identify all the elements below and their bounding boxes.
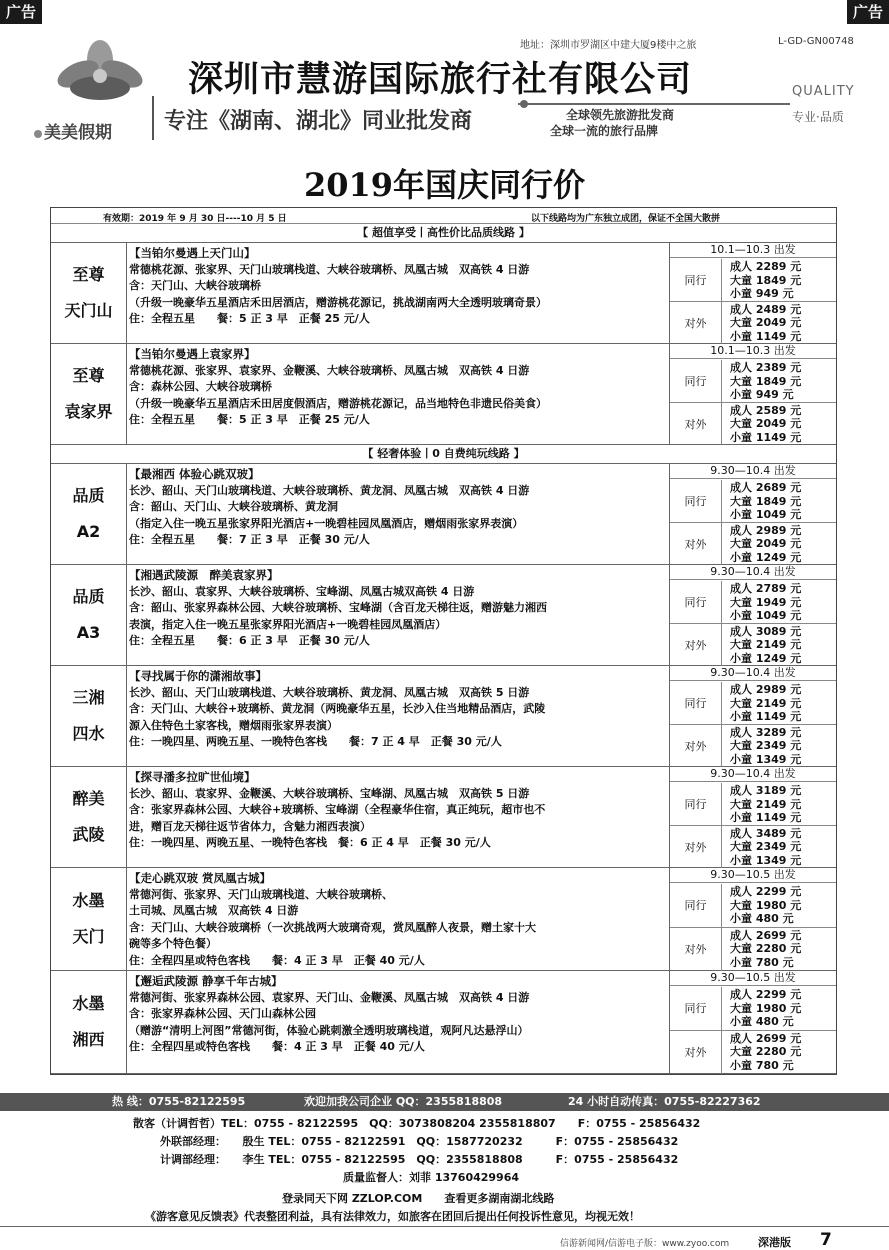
peer-price-label: 同行 xyxy=(670,884,722,927)
tour-detail-line: 住：全程四星或特色客栈 餐：4 正 3 早 正餐 40 元/人 xyxy=(129,1040,425,1053)
peer-price-label: 同行 xyxy=(670,360,722,402)
tour-headline: 【邂逅武陵源 静享千年古城】 xyxy=(129,974,283,988)
tour-detail-line: 含：韶山、张家界森林公园、大峡谷玻璃桥、宝峰湖（含百龙天梯往返，赠游魅力湘西 xyxy=(129,601,547,614)
edition-label: 深港版 xyxy=(758,1236,791,1249)
tour-name xyxy=(51,666,127,766)
tour-name-line1: 品质 xyxy=(72,486,105,505)
retail-price-line: 成人 3089 元 xyxy=(730,624,802,638)
tour-description xyxy=(129,567,667,650)
peer-price-line: 大童 2149 元 xyxy=(730,696,802,710)
quality-label: QUALITY xyxy=(792,84,855,99)
tour-headline: 【当铂尔曼遇上天门山】 xyxy=(129,246,256,260)
publisher-info: 信游新闻网/信游电子版：www.zyoo.com xyxy=(560,1239,730,1249)
peer-price-line: 成人 2299 元 xyxy=(730,885,802,899)
ad-label-right: 广告 xyxy=(847,0,889,24)
tour-name-line2: 武陵 xyxy=(72,825,105,844)
peer-price-line: 大童 1980 元 xyxy=(730,1001,802,1015)
tour-detail-line: 长沙、韶山、袁家界、大峡谷玻璃桥、宝峰湖、凤凰古城双高铁 4 日游 xyxy=(129,584,475,598)
tour-detail-line: 含：天门山、大峡谷玻璃桥（一次挑战两大玻璃奇观，赏凤凰醉人夜景，赠土家十大 xyxy=(129,920,536,934)
tour-name-line1: 水墨 xyxy=(72,994,105,1013)
tour-detail-line: 含：天门山、大峡谷玻璃桥 xyxy=(129,279,261,292)
tour-name-line2: A3 xyxy=(76,623,101,642)
flower-logo-icon xyxy=(40,38,160,110)
tour-detail-line: 长沙、韶山、天门山玻璃栈道、大峡谷玻璃桥、黄龙洞、凤凰古城 双高铁 4 日游 xyxy=(129,483,530,497)
peer-price-label: 同行 xyxy=(670,783,722,825)
tour-detail-line: 土司城、凤凰古城 双高铁 4 日游 xyxy=(129,904,299,917)
tour-detail-line: 常德桃花源、张家界、天门山玻璃栈道、大峡谷玻璃桥、凤凰古城 双高铁 4 日游 xyxy=(129,262,530,276)
tour-price-box xyxy=(669,971,836,1073)
tour-name-line1: 品质 xyxy=(72,587,105,606)
peer-price-line: 大童 1980 元 xyxy=(730,898,802,912)
tour-detail-line: 住：全程五星 餐：5 正 3 早 正餐 25 元/人 xyxy=(129,413,370,426)
tour-price-box xyxy=(669,666,836,766)
peer-price-line: 大童 1849 元 xyxy=(730,273,802,287)
peer-price-group xyxy=(670,682,836,725)
peer-price-line: 大童 2149 元 xyxy=(730,797,802,811)
tour-detail-line: 含：张家界森林公园、大峡谷+玻璃桥、宝峰湖（全程豪华住宿，真正纯玩，超市也不 xyxy=(129,803,546,816)
peer-price-line: 大童 1849 元 xyxy=(730,374,802,388)
retail-price-group xyxy=(670,624,836,667)
tour-name xyxy=(51,344,127,444)
validity-period: 有效期：2019 年 9 月 30 日----10 月 5 日 xyxy=(103,214,287,224)
tour-row xyxy=(51,464,836,565)
company-name: 深圳市慧游国际旅行社有限公司 xyxy=(188,60,693,100)
tour-name-line2: 袁家界 xyxy=(64,402,113,421)
retail-price-line: 成人 2589 元 xyxy=(730,403,802,417)
tour-detail-line: 住：全程五星 餐：5 正 3 早 正餐 25 元/人 xyxy=(129,312,370,325)
retail-price-group xyxy=(670,928,836,972)
retail-price-line: 大童 2280 元 xyxy=(730,1045,802,1059)
fax-line: 24 小时自动传真：0755-82227362 xyxy=(568,1095,761,1108)
retail-price-line: 成人 3489 元 xyxy=(730,826,802,840)
brand-name: 美美假期 xyxy=(34,118,112,143)
retail-price-values xyxy=(730,303,801,344)
tour-name-line1: 至尊 xyxy=(72,265,105,284)
tour-headline: 【寻找属于你的潇湘故事】 xyxy=(129,669,267,683)
qq-group: 欢迎加我公司企业 QQ：2355818808 xyxy=(304,1095,503,1108)
tour-name xyxy=(51,868,127,970)
quality-subtitle: 专业·品质 xyxy=(792,110,844,124)
retail-price-label: 对外 xyxy=(670,302,722,345)
retail-price-line: 大童 2280 元 xyxy=(730,942,802,956)
retail-price-group xyxy=(670,302,836,345)
retail-price-label: 对外 xyxy=(670,523,722,566)
departure-date: 9.30—10.5 出发 xyxy=(670,868,836,883)
hotline-bar xyxy=(0,1093,889,1111)
tour-detail-line: 含：森林公园、大峡谷玻璃桥 xyxy=(129,380,272,393)
tour-detail-line: 常德河街、张家界森林公园、袁家界、天门山、金鞭溪、凤凰古城 双高铁 4 日游 xyxy=(129,990,530,1004)
retail-price-line: 小童 1349 元 xyxy=(730,853,802,867)
slogan-right-2: 全球一流的旅行品牌 xyxy=(550,124,659,138)
retail-price-line: 小童 780 元 xyxy=(730,1058,794,1072)
retail-price-values xyxy=(730,827,801,868)
peer-price-line: 成人 2989 元 xyxy=(730,683,802,696)
tour-detail-line: 源入住特色土家客栈，赠烟雨张家界表演） xyxy=(129,718,338,732)
tour-detail-line: 常德河街、张家界、天门山玻璃栈道、大峡谷玻璃桥、 xyxy=(129,887,393,901)
tour-name-line1: 三湘 xyxy=(72,688,105,707)
tour-detail-line: 含：韶山、天门山、大峡谷玻璃桥、黄龙洞 xyxy=(129,500,338,513)
peer-price-line: 成人 2389 元 xyxy=(730,361,802,374)
group-note: 以下线路均为广东独立成团，保证不全国大散拼 xyxy=(531,214,721,224)
tour-detail-line: 常德桃花源、张家界、袁家界、金鞭溪、大峡谷玻璃桥、凤凰古城 双高铁 4 日游 xyxy=(129,363,530,377)
retail-price-values xyxy=(730,1032,801,1073)
retail-price-line: 成人 2699 元 xyxy=(730,928,802,942)
retail-price-line: 小童 1249 元 xyxy=(730,550,802,564)
company-address: 地址：深圳市罗湖区中建大厦9楼中之旅 xyxy=(520,40,697,51)
tour-price-box xyxy=(669,767,836,867)
peer-price-values xyxy=(730,582,801,623)
retail-price-line: 成人 3289 元 xyxy=(730,725,802,739)
tour-detail-line: 住：全程五星 餐：6 正 3 早 正餐 30 元/人 xyxy=(129,634,370,647)
tour-name-line1: 醉美 xyxy=(72,789,105,808)
quality-supervisor: 质量监督人：刘菲 13760429964 xyxy=(343,1171,520,1184)
departure-date: 9.30—10.4 出发 xyxy=(670,565,836,580)
contact-external: 外联部经理： 殷生 TEL：0755 - 82122591 QQ：1587720232 F：0755 - 25856432 xyxy=(160,1135,679,1148)
peer-price-group xyxy=(670,480,836,523)
tour-detail-line: 住：一晚四星、两晚五星、一晚特色客栈 餐：6 正 4 早 正餐 30 元/人 xyxy=(129,836,491,849)
peer-price-values xyxy=(730,260,801,301)
peer-price-line: 成人 2789 元 xyxy=(730,582,802,595)
tour-name-line2: 天门 xyxy=(72,927,105,946)
divider xyxy=(152,96,154,140)
tour-detail-line: 长沙、韶山、袁家界、金鞭溪、大峡谷玻璃桥、宝峰湖、凤凰古城 双高铁 5 日游 xyxy=(129,786,530,800)
departure-date: 9.30—10.4 出发 xyxy=(670,464,836,479)
peer-price-line: 小童 949 元 xyxy=(730,287,794,300)
tour-detail-line: （升级一晚豪华五星酒店禾田居酒店，赠游桃花源记，挑战湖南两大全透明玻璃奇景） xyxy=(129,295,547,309)
retail-price-line: 大童 2049 元 xyxy=(730,537,802,550)
tour-name-line1: 水墨 xyxy=(72,891,105,910)
tour-name xyxy=(51,767,127,867)
retail-price-values xyxy=(730,726,801,767)
tour-description xyxy=(129,870,667,969)
tour-price-box xyxy=(669,464,836,564)
departure-date: 9.30—10.5 出发 xyxy=(670,971,836,986)
contact-planning: 计调部经理： 李生 TEL：0755 - 82122595 QQ：2355818808 F：0755 - 25856432 xyxy=(160,1153,679,1166)
retail-price-values xyxy=(730,929,801,970)
peer-price-label: 同行 xyxy=(670,581,722,623)
retail-price-line: 成人 2989 元 xyxy=(730,523,802,537)
peer-price-group xyxy=(670,360,836,403)
peer-price-line: 大童 1949 元 xyxy=(730,595,802,609)
tour-description xyxy=(129,245,667,328)
tour-row xyxy=(51,565,836,666)
tour-name xyxy=(51,971,127,1073)
peer-price-values xyxy=(730,885,801,926)
peer-price-line: 大童 1849 元 xyxy=(730,494,802,508)
tour-headline: 【探寻潘多拉旷世仙境】 xyxy=(129,770,256,784)
retail-price-values xyxy=(730,524,801,565)
retail-price-group xyxy=(670,1031,836,1075)
tour-headline: 【走心跳双玻 赏凤凰古城】 xyxy=(129,871,272,885)
peer-price-line: 成人 2299 元 xyxy=(730,988,802,1002)
tour-detail-line: 含：张家界森林公园、天门山森林公园 xyxy=(129,1007,316,1020)
slogan-right-1: 全球领先旅游批发商 xyxy=(566,108,675,122)
retail-price-line: 小童 1149 元 xyxy=(730,329,802,343)
peer-price-line: 小童 480 元 xyxy=(730,1015,794,1029)
retail-price-line: 成人 2699 元 xyxy=(730,1031,802,1045)
tour-detail-line: 进，赠百龙天梯往返节省体力，含魅力湘西表演） xyxy=(129,819,371,833)
price-table xyxy=(50,207,837,1075)
retail-price-line: 小童 1349 元 xyxy=(730,752,802,766)
tour-detail-line: 碗等多个特色餐） xyxy=(129,937,217,950)
tour-detail-line: 住：全程五星 餐：7 正 3 早 正餐 30 元/人 xyxy=(129,533,370,546)
tour-detail-line: 长沙、韶山、天门山玻璃栈道、大峡谷玻璃桥、黄龙洞、凤凰古城 双高铁 5 日游 xyxy=(129,685,530,699)
peer-price-line: 成人 2689 元 xyxy=(730,481,802,494)
retail-price-values xyxy=(730,625,801,666)
contact-retail: 散客（计调哲哲）TEL：0755 - 82122595 QQ：3073808204 2355818807 F：0755 - 25856432 xyxy=(133,1117,701,1130)
retail-price-values xyxy=(730,404,801,445)
tour-name-line2: 天门山 xyxy=(64,301,113,320)
tour-row xyxy=(51,868,836,971)
peer-price-label: 同行 xyxy=(670,259,722,301)
peer-price-group xyxy=(670,783,836,826)
retail-price-label: 对外 xyxy=(670,826,722,869)
page-number: 7 xyxy=(820,1230,832,1250)
retail-price-line: 小童 1249 元 xyxy=(730,651,802,665)
peer-price-line: 小童 480 元 xyxy=(730,912,794,926)
tour-price-box xyxy=(669,344,836,444)
tour-detail-line: 含：天门山、大峡谷+玻璃桥、黄龙洞（两晚豪华五星，长沙入住当地精品酒店，武陵 xyxy=(129,702,546,715)
retail-price-label: 对外 xyxy=(670,403,722,446)
slogan-divider xyxy=(518,103,790,105)
tour-row xyxy=(51,971,836,1074)
tour-name-line2: 湘西 xyxy=(72,1030,105,1049)
peer-price-label: 同行 xyxy=(670,682,722,724)
retail-price-line: 小童 780 元 xyxy=(730,955,794,969)
tour-name-line2: A2 xyxy=(76,522,101,541)
section-header-premium: 【 超值享受丨高性价比品质线路 】 xyxy=(51,224,836,243)
tour-headline: 【最湘西 体验心跳双玻】 xyxy=(129,467,260,481)
license-code: L-GD-GN00748 xyxy=(778,36,854,47)
retail-price-line: 大童 2049 元 xyxy=(730,417,802,430)
retail-price-label: 对外 xyxy=(670,928,722,972)
peer-price-line: 小童 1049 元 xyxy=(730,508,802,521)
peer-price-values xyxy=(730,361,801,402)
retail-price-line: 大童 2049 元 xyxy=(730,316,802,329)
tour-row xyxy=(51,767,836,868)
retail-price-group xyxy=(670,403,836,446)
tour-description xyxy=(129,466,667,549)
peer-price-values xyxy=(730,784,801,825)
bottom-divider xyxy=(0,1226,889,1227)
tour-detail-line: （指定入住一晚五星张家界阳光酒店+一晚碧桂园凤凰酒店，赠烟雨张家界表演） xyxy=(129,516,524,530)
retail-price-line: 大童 2349 元 xyxy=(730,840,802,853)
peer-price-values xyxy=(730,683,801,724)
tour-name xyxy=(51,464,127,564)
tour-name xyxy=(51,243,127,343)
tour-description xyxy=(129,668,667,751)
tour-name-line1: 至尊 xyxy=(72,366,105,385)
retail-price-group xyxy=(670,725,836,768)
departure-date: 9.30—10.4 出发 xyxy=(670,767,836,782)
slogan: 专注《湖南、湖北》同业批发商 xyxy=(164,109,473,134)
tour-name-line2: 四水 xyxy=(72,724,105,743)
departure-date: 10.1—10.3 出发 xyxy=(670,243,836,258)
peer-price-label: 同行 xyxy=(670,987,722,1030)
departure-date: 10.1—10.3 出发 xyxy=(670,344,836,359)
tour-name xyxy=(51,565,127,665)
tour-headline: 【湘遇武陵源 醉美袁家界】 xyxy=(129,568,279,582)
retail-price-line: 大童 2149 元 xyxy=(730,638,802,651)
tour-description xyxy=(129,973,667,1056)
tour-description xyxy=(129,346,667,429)
peer-price-values xyxy=(730,481,801,522)
peer-price-group xyxy=(670,581,836,624)
tour-detail-line: 住：一晚四星、两晚五星、一晚特色客栈 餐：7 正 4 早 正餐 30 元/人 xyxy=(129,735,502,748)
retail-price-group xyxy=(670,826,836,869)
slogan-dot-icon xyxy=(520,100,528,108)
retail-price-group xyxy=(670,523,836,566)
tour-detail-line: （升级一晚豪华五星酒店禾田居度假酒店，赠游桃花源记，品当地特色非遗民俗美食） xyxy=(129,396,547,410)
hotline: 热 线：0755-82122595 xyxy=(112,1095,246,1108)
peer-price-line: 成人 3189 元 xyxy=(730,784,802,797)
peer-price-values xyxy=(730,988,801,1029)
retail-price-label: 对外 xyxy=(670,1031,722,1075)
retail-price-line: 大童 2349 元 xyxy=(730,739,802,752)
peer-price-group xyxy=(670,987,836,1031)
tour-description xyxy=(129,769,667,852)
tour-detail-line: 住：全程四星或特色客栈 餐：4 正 3 早 正餐 40 元/人 xyxy=(129,953,425,967)
peer-price-label: 同行 xyxy=(670,480,722,522)
page-title: 2019年国庆同行价 xyxy=(303,166,586,204)
validity-row xyxy=(51,208,836,224)
peer-price-line: 小童 1149 元 xyxy=(730,710,802,723)
ad-label-left: 广告 xyxy=(0,0,42,24)
peer-price-line: 小童 1049 元 xyxy=(730,609,802,622)
tour-detail-line: （赠游“清明上河图”常德河街，体验心跳刺激全透明玻璃栈道，观阿凡达悬浮山） xyxy=(129,1023,529,1037)
retail-price-line: 小童 1149 元 xyxy=(730,430,802,444)
peer-price-line: 小童 949 元 xyxy=(730,388,794,401)
peer-price-line: 小童 1149 元 xyxy=(730,811,802,824)
website-line: 登录同天下网 ZZLOP.COM 查看更多湖南湖北线路 xyxy=(282,1192,555,1205)
tour-detail-line: 表演，指定入住一晚五星张家界阳光酒店+一晚碧桂园凤凰酒店） xyxy=(129,617,447,631)
section-header-luxury: 【 轻奢体验丨0 自费纯玩线路 】 xyxy=(51,445,836,464)
peer-price-group xyxy=(670,884,836,928)
tour-row xyxy=(51,666,836,767)
tour-row xyxy=(51,344,836,445)
departure-date: 9.30—10.4 出发 xyxy=(670,666,836,681)
tour-row xyxy=(51,243,836,344)
retail-price-line: 成人 2489 元 xyxy=(730,302,802,316)
feedback-note: 《游客意见反馈表》代表整团利益，具有法律效力，如旅客在团回后提出任何投诉性意见，均视无效！ xyxy=(145,1210,640,1223)
retail-price-label: 对外 xyxy=(670,624,722,667)
tour-headline: 【当铂尔曼遇上袁家界】 xyxy=(129,347,256,361)
peer-price-line: 成人 2289 元 xyxy=(730,260,802,273)
peer-price-group xyxy=(670,259,836,302)
tour-price-box xyxy=(669,565,836,665)
tour-price-box xyxy=(669,243,836,343)
tour-price-box xyxy=(669,868,836,970)
retail-price-label: 对外 xyxy=(670,725,722,768)
